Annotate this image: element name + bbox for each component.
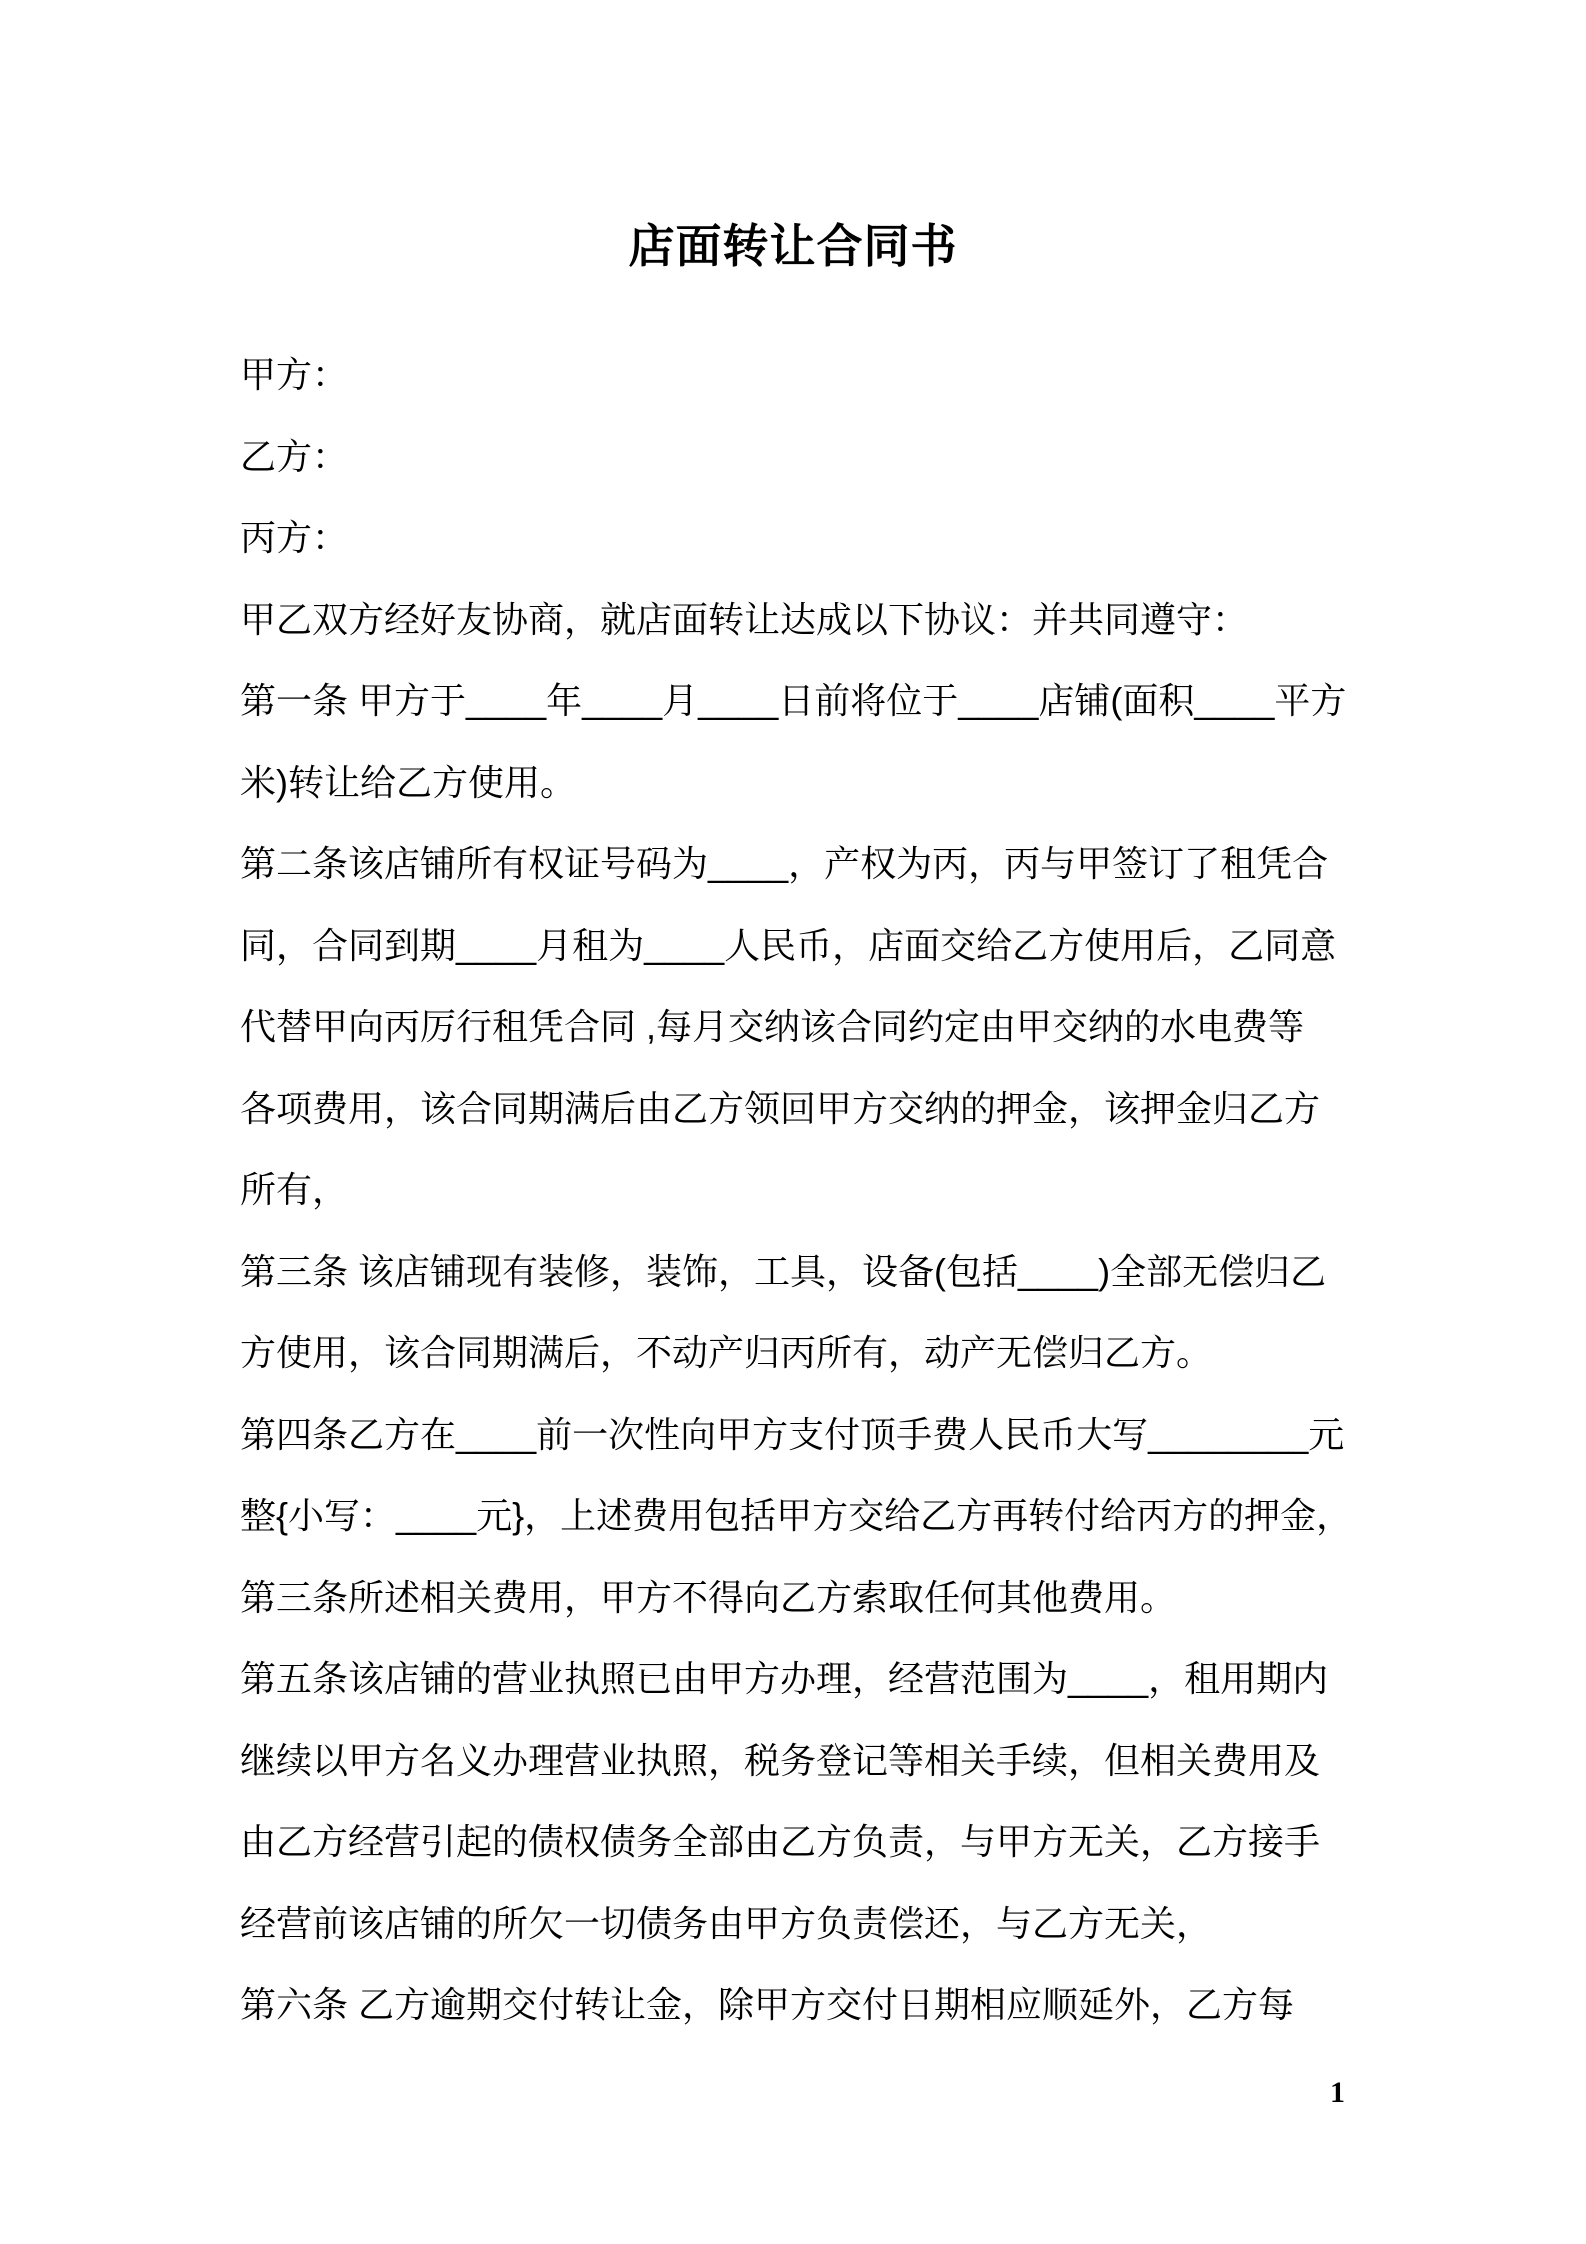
contract-line: 第六条 乙方逾期交付转让金，除甲方交付日期相应顺延外，乙方每 — [240, 1984, 1295, 2025]
contract-line: 第三条所述相关费用，甲方不得向乙方索取任何其他费用。 — [240, 1576, 1177, 1618]
contract-line: 第五条该店铺的营业执照已由甲方办理，经营范围为____，租用期内 — [240, 1658, 1329, 1699]
contract-line: 丙方： — [240, 517, 349, 558]
contract-line: 第一条 甲方于____年____月____日前将位于____店铺(面积____平方 — [240, 680, 1347, 721]
contract-line: 同，合同到期____月租为____人民币，店面交给乙方使用后，乙同意 — [240, 924, 1337, 966]
contract-line: 各项费用，该合同期满后由乙方领回甲方交纳的押金，该押金归乙方 — [240, 1087, 1321, 1129]
contract-line: 第三条 该店铺现有装修，装饰，工具，设备(包括____)全部无偿归乙 — [240, 1250, 1327, 1292]
contract-line: 由乙方经营引起的债权债务全部由乙方负责，与甲方无关，乙方接手 — [240, 1821, 1321, 1862]
contract-line: 经营前该店铺的所欠一切债务由甲方负责偿还，与乙方无关， — [240, 1902, 1213, 1944]
contract-line: 继续以甲方名义办理营业执照，税务登记等相关手续，但相关费用及 — [240, 1739, 1321, 1781]
contract-line: 乙方： — [240, 435, 349, 477]
contract-body — [240, 334, 1380, 2046]
page-title: 店面转让合同书 — [628, 220, 958, 272]
contract-line: 甲方： — [240, 354, 349, 395]
contract-line: 第四条乙方在____前一次性向甲方支付顶手费人民币大写________元 — [240, 1413, 1345, 1455]
contract-line: 整{小写：____元}，上述费用包括甲方交给乙方再转付给丙方的押金， — [240, 1495, 1353, 1536]
contract-line: 第二条该店铺所有权证号码为____，产权为丙，丙与甲签订了租凭合 — [240, 843, 1329, 884]
contract-line: 米)转让给乙方使用。 — [240, 761, 576, 803]
page-number: 1 — [1330, 2076, 1345, 2109]
contract-line: 代替甲向丙厉行租凭合同 ,每月交纳该合同约定由甲交纳的水电费等 — [240, 1006, 1305, 1047]
contract-line: 所有， — [240, 1169, 349, 1210]
contract-line: 方使用，该合同期满后，不动产归丙所有，动产无偿归乙方。 — [240, 1332, 1213, 1373]
contract-line: 甲乙双方经好友协商，就店面转让达成以下协议：并共同遵守： — [240, 598, 1249, 640]
